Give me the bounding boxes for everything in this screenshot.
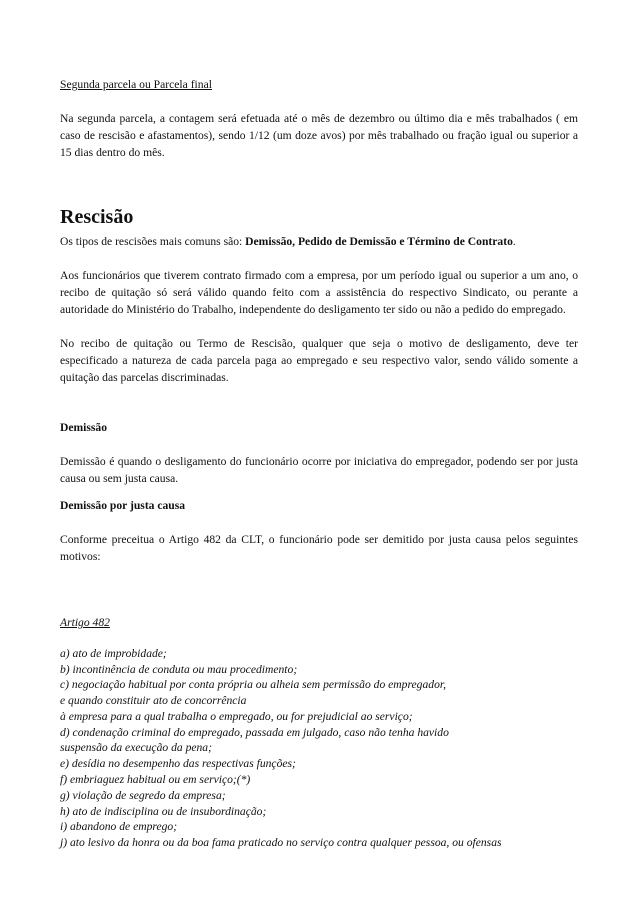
demissao-heading: Demissão [60, 421, 108, 434]
artigo-list [60, 646, 578, 851]
list-item: h) ato de indisciplina ou de insubordinação; [60, 804, 267, 818]
list-item: d) condenação criminal do empregado, passada em julgado, caso não tenha havido [60, 725, 449, 739]
rescisao-tipos-suffix: . [512, 235, 516, 248]
rescisao-title: Rescisão [60, 206, 134, 228]
list-item: i) abandono de emprego; [60, 820, 178, 834]
list-item: c) negociação habitual por conta própria ou alheia sem permissão do empregador, [60, 678, 446, 692]
segunda-parcela-heading: Segunda parcela ou Parcela final [60, 78, 212, 91]
justa-causa-paragraph: Conforme preceitua o Artigo 482 da CLT, o funcionário pode ser demitido por justa causa pelos seguintes motivos: [60, 533, 578, 563]
rescisao-paragraph-1: Aos funcionários que tiverem contrato firmado com a empresa, por um período igual ou superior a um ano, o recibo de quitação só será válido quando feito com a assistência do respectivo Sindicato, ou perante a autoridade do Ministério do Trabalho, independente do desligamento ter sido ou não a pedido do empregado. [60, 269, 578, 316]
document-page [60, 76, 578, 851]
rescisao-tipos-prefix: Os tipos de rescisões mais comuns são: [60, 235, 246, 248]
list-item: a) ato de improbidade; [60, 646, 167, 660]
segunda-parcela-paragraph: Na segunda parcela, a contagem será efetuada até o mês de dezembro ou último dia e mês trabalhados ( em caso de rescisão e afastamentos), sendo 1/12 (um doze avos) por mês trabalhado ou fração igual ou superior a 15 dias dentro do mês. [60, 112, 578, 159]
list-item: j) ato lesivo da honra ou da boa fama praticado no serviço contra qualquer pessoa, ou ofensas [60, 836, 502, 850]
artigo-heading: Artigo 482 [60, 616, 110, 629]
justa-causa-heading: Demissão por justa causa [60, 499, 186, 512]
list-item: g) violação de segredo da empresa; [60, 788, 226, 802]
list-item: suspensão da execução da pena; [60, 741, 212, 755]
list-item: e quando constituir ato de concorrência [60, 694, 247, 708]
list-item: b) incontinência de conduta ou mau procedimento; [60, 662, 298, 676]
rescisao-tipos [60, 233, 578, 250]
list-item: e) desídia no desempenho das respectivas funções; [60, 757, 296, 771]
demissao-paragraph: Demissão é quando o desligamento do funcionário ocorre por iniciativa do empregador, podendo ser por justa causa ou sem justa causa. [60, 455, 578, 485]
list-item: f) embriaguez habitual ou em serviço;(*) [60, 773, 251, 787]
rescisao-tipos-bold: Demissão, Pedido de Demissão e Término de Contrato [245, 235, 513, 248]
rescisao-paragraph-2: No recibo de quitação ou Termo de Rescisão, qualquer que seja o motivo de desligamento, deve ter especificado a natureza de cada parcela paga ao empregado e seu respectivo valor, sendo válido somente a quitação das parcelas discriminadas. [60, 337, 578, 384]
list-item: à empresa para a qual trabalha o empregado, ou for prejudicial ao serviço; [60, 709, 413, 723]
